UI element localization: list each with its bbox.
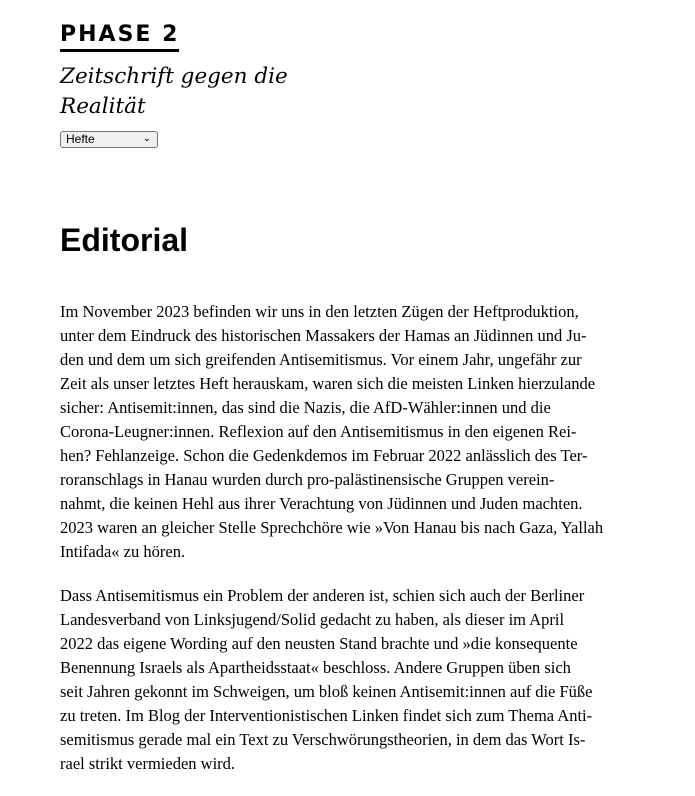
- paragraph-line: 2023 waren an gleicher Stelle Sprechchöre wie »Von Hanau bis nach Gaza, Yallah: [60, 518, 604, 537]
- paragraph-line: Landesverband von Linksjugend/Solid gedacht zu haben, als dieser im April: [60, 610, 565, 629]
- paragraph-line: roranschlags in Hanau wurden durch pro-palästinensische Gruppen verein-: [60, 470, 555, 489]
- paragraph-line: nahmt, die keinen Hehl aus ihrer Verachtung von Jüdinnen und Juden machten.: [60, 494, 583, 513]
- article-paragraph: [60, 300, 638, 564]
- article-paragraph: [60, 584, 638, 776]
- paragraph-line: rael strikt vermieden wird.: [60, 754, 236, 773]
- paragraph-line: Corona-Leugner:innen. Reflexion auf den Antisemitismus in den eigenen Rei-: [60, 422, 577, 441]
- paragraph-line: semitismus gerade mal ein Text zu Verschwörungstheorien, in dem das Wort Is-: [60, 730, 586, 749]
- paragraph-line: Dass Antisemitismus ein Problem der anderen ist, schien sich auch der Berliner: [60, 586, 585, 605]
- paragraph-line: Im November 2023 befinden wir uns in den letzten Zügen der Heftproduktion,: [60, 302, 579, 321]
- article-title: Editorial: [60, 222, 189, 258]
- tagline-line-2: Realität: [60, 94, 146, 119]
- issues-select[interactable]: [60, 131, 158, 148]
- tagline-line-1: Zeitschrift gegen die: [60, 64, 288, 89]
- paragraph-line: zu treten. Im Blog der Interventionistischen Linken findet sich zum Thema Anti-: [60, 706, 593, 725]
- paragraph-line: unter dem Eindruck des historischen Massakers der Hamas an Jüdinnen und Ju-: [60, 326, 587, 345]
- chevron-down-icon: ⌄: [142, 133, 151, 144]
- paragraph-line: Benennung Israels als Apartheidsstaat« beschloss. Andere Gruppen üben sich: [60, 658, 571, 677]
- site-tagline: [60, 62, 360, 122]
- paragraph-line: Zeit als unser letztes Heft herauskam, waren sich die meisten Linken hierzulande: [60, 374, 596, 393]
- site-logo-link[interactable]: PHASE 2: [60, 22, 179, 52]
- paragraph-line: seit Jahren gekonnt im Schweigen, um bloß keinen Antisemit:innen auf die Füße: [60, 682, 593, 701]
- paragraph-line: den und dem um sich greifenden Antisemitismus. Vor einem Jahr, ungefähr zur: [60, 350, 582, 369]
- paragraph-line: 2022 das eigene Wording auf den neusten Stand brachte und »die konsequente: [60, 634, 578, 653]
- paragraph-line: Intifada« zu hören.: [60, 542, 186, 561]
- article-body: [60, 300, 638, 796]
- paragraph-line: hen? Fehlanzeige. Schon die Gedenkdemos im Februar 2022 anlässlich des Ter-: [60, 446, 588, 465]
- paragraph-line: sicher: Antisemit:innen, das sind die Nazis, die AfD-Wähler:innen und die: [60, 398, 551, 417]
- issues-select-value: Hefte: [66, 132, 95, 146]
